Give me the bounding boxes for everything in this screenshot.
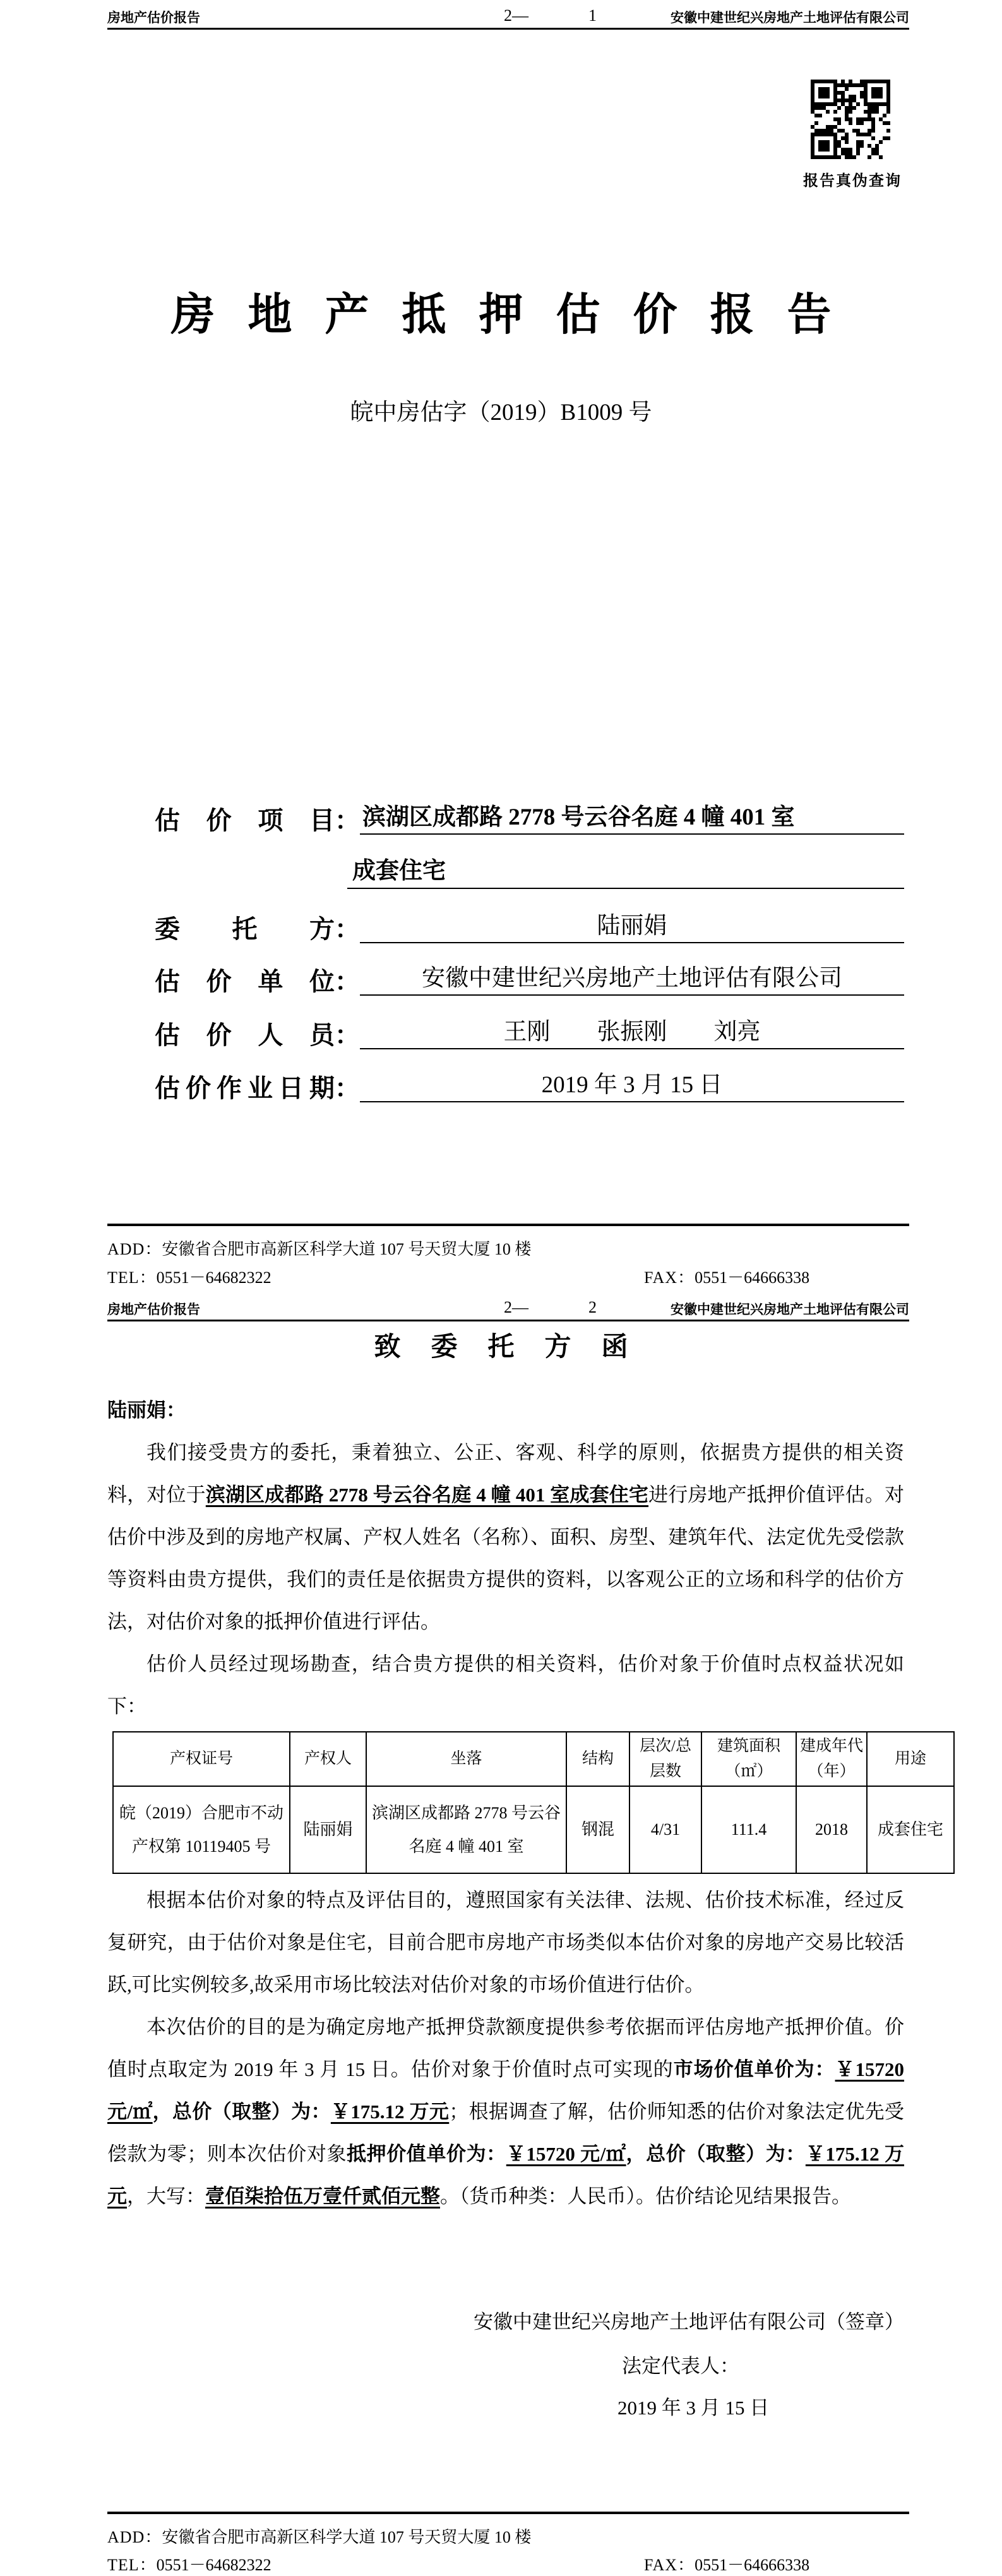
col-floor: 层次/总层数 xyxy=(629,1732,701,1786)
letter-paragraph-3: 根据本估价对象的特点及评估目的，遵照国家有关法律、法规、估价技术标准，经过反复研究，由于估价对象是住宅，目前合肥市房地产市场类似本估价对象的房地产交易比较活跃,可比实例较多,故采用市场比较法对估价对象的市场价值进行估价。 xyxy=(107,1889,904,1996)
property-rights-table xyxy=(112,1731,955,1874)
field-project-value: 滨湖区成都路 2778 号云谷名庭 4 幢 401 室 xyxy=(360,803,904,835)
cell-year: 2018 xyxy=(796,1786,867,1873)
header-doc-title: 房地产估价报告 xyxy=(107,1302,200,1317)
footer-tel-label: TEL： xyxy=(107,1268,157,1287)
footer-rule xyxy=(107,1224,909,1226)
header-page-prefix: 2— xyxy=(504,6,528,25)
footer-address-line xyxy=(107,2524,531,2548)
letter-body xyxy=(107,1389,943,2217)
field-colon: ： xyxy=(335,967,360,996)
col-year: 建成年代（年） xyxy=(796,1732,867,1786)
cell-floor: 4/31 xyxy=(629,1786,701,1873)
qr-label: 报告真伪查询 xyxy=(803,173,902,189)
field-staff-value: 王刚 张振刚 刘亮 xyxy=(360,1018,904,1049)
field-agency-value: 安徽中建世纪兴房地产土地评估有限公司 xyxy=(360,964,904,996)
field-colon: ： xyxy=(335,1021,360,1049)
header-page-number: 2 xyxy=(588,1298,597,1316)
footer-add-label: ADD： xyxy=(107,1240,162,1258)
signature-company: 安徽中建世纪兴房地产土地评估有限公司（签章） xyxy=(474,2311,904,2333)
col-area: 建筑面积（㎡） xyxy=(701,1732,796,1786)
field-colon: ： xyxy=(335,806,360,835)
footer-fax-number: 0551－64666338 xyxy=(695,1268,810,1287)
field-project xyxy=(155,799,904,835)
header-doc-title: 房地产估价报告 xyxy=(107,10,200,25)
header-rule xyxy=(107,1320,909,1321)
field-work-date xyxy=(155,1067,904,1102)
letter-greeting: 陆丽娟： xyxy=(107,1399,186,1421)
field-agency-label: 估价单位 xyxy=(155,967,335,996)
table-header-row xyxy=(113,1732,954,1786)
field-staff-label: 估价人员 xyxy=(155,1021,335,1049)
field-client-value: 陆丽娟 xyxy=(360,912,904,943)
footer-tel-label: TEL： xyxy=(107,2556,157,2574)
col-owner: 产权人 xyxy=(290,1732,366,1786)
report-doc-number: 皖中房估字（2019）B1009 号 xyxy=(350,400,652,426)
cell-location: 滨湖区成都路 2778 号云谷名庭 4 幢 401 室 xyxy=(366,1786,566,1873)
table-row xyxy=(113,1786,954,1873)
footer-address: 安徽省合肥市高新区科学大道 107 号天贸大厦 10 楼 xyxy=(162,2528,532,2546)
cell-cert-no: 皖（2019）合肥市不动产权第 10119405 号 xyxy=(113,1786,290,1873)
qr-code xyxy=(811,80,890,159)
signature-legal-rep: 法定代表人： xyxy=(622,2355,739,2377)
footer-fax-label: FAX： xyxy=(644,1268,695,1287)
header-rule xyxy=(107,28,909,30)
field-work-date-label: 估价作业日期 xyxy=(155,1074,335,1102)
qr-block xyxy=(803,80,902,190)
letter-paragraph-4: 本次估价的目的是为确定房地产抵押贷款额度提供参考依据而评估房地产抵押价值。价值时点取定为 2019 年 3 月 15 日。估价对象于价值时点可实现的市场价值单价为：￥15720 元/㎡，总价（取整）为：￥175.12 万元；根据调查了解，估价师知悉的估价对象法定优先受偿款为零；则本次估价对象抵押价值单价为：￥15720 元/㎡，总价（取整）为：￥175.12 万元，大写：壹佰柒拾伍万壹仟贰佰元整。（货币种类：人民币）。估价结论见结果报告。 xyxy=(107,2016,905,2207)
cell-area: 111.4 xyxy=(701,1786,796,1873)
footer-address-line xyxy=(107,1236,531,1260)
header-company: 安徽中建世纪兴房地产土地评估有限公司 xyxy=(671,1302,909,1317)
footer-tel-number: 0551－64682322 xyxy=(156,1268,271,1287)
field-agency xyxy=(155,960,904,996)
footer-fax xyxy=(644,1265,809,1288)
field-colon: ： xyxy=(335,915,360,943)
footer-address: 安徽省合肥市高新区科学大道 107 号天贸大厦 10 楼 xyxy=(162,1240,532,1258)
col-cert-no: 产权证号 xyxy=(113,1732,290,1786)
field-client xyxy=(155,908,904,943)
header-page-prefix: 2— xyxy=(504,1298,528,1316)
signature-date: 2019 年 3 月 15 日 xyxy=(617,2397,770,2419)
field-work-date-value: 2019 年 3 月 15 日 xyxy=(360,1071,904,1102)
header-page-number: 1 xyxy=(588,6,597,25)
cell-use: 成套住宅 xyxy=(867,1786,954,1873)
letter-paragraph-1: 我们接受贵方的委托，秉着独立、公正、客观、科学的原则，依据贵方提供的相关资料，对位于滨湖区成都路 2778 号云谷名庭 4 幢 401 室成套住宅进行房地产抵押价值评估。对估价中涉及到的房地产权属、产权人姓名（名称）、面积、房型、建筑年代、法定优先受偿款等资料由贵方提供，我们的责任是依据贵方提供的资料，以客观公正的立场和科学的估价方法，对估价对象的抵押价值进行评估。 xyxy=(107,1441,905,1633)
footer-tel-number: 0551－64682322 xyxy=(156,2556,271,2574)
footer-rule xyxy=(107,2512,909,2514)
field-project-label: 估价项目 xyxy=(155,806,335,835)
page2-header xyxy=(107,1299,909,1318)
letter-paragraph-2: 估价人员经过现场勘查，结合贵方提供的相关资料，估价对象于价值时点权益状况如下： xyxy=(107,1653,904,1717)
cell-structure: 钢混 xyxy=(566,1786,629,1873)
field-colon: ： xyxy=(335,1074,360,1102)
col-use: 用途 xyxy=(867,1732,954,1786)
footer-fax-number: 0551－64666338 xyxy=(695,2556,810,2574)
footer-fax xyxy=(644,2552,809,2575)
field-project-value2: 成套住宅 xyxy=(347,854,904,889)
footer-fax-label: FAX： xyxy=(644,2556,695,2574)
letter-title: 致委托方函 xyxy=(374,1333,659,1362)
col-structure: 结构 xyxy=(566,1732,629,1786)
field-staff xyxy=(155,1014,904,1049)
cell-owner: 陆丽娟 xyxy=(290,1786,366,1873)
report-title: 房地产抵押估价报告 xyxy=(170,291,864,340)
field-client-label: 委托方 xyxy=(155,915,335,943)
header-company: 安徽中建世纪兴房地产土地评估有限公司 xyxy=(671,10,909,25)
col-location: 坐落 xyxy=(366,1732,566,1786)
footer-tel xyxy=(107,2552,271,2575)
footer-add-label: ADD： xyxy=(107,2528,162,2546)
page1-header xyxy=(107,8,909,27)
footer-tel xyxy=(107,1265,271,1288)
